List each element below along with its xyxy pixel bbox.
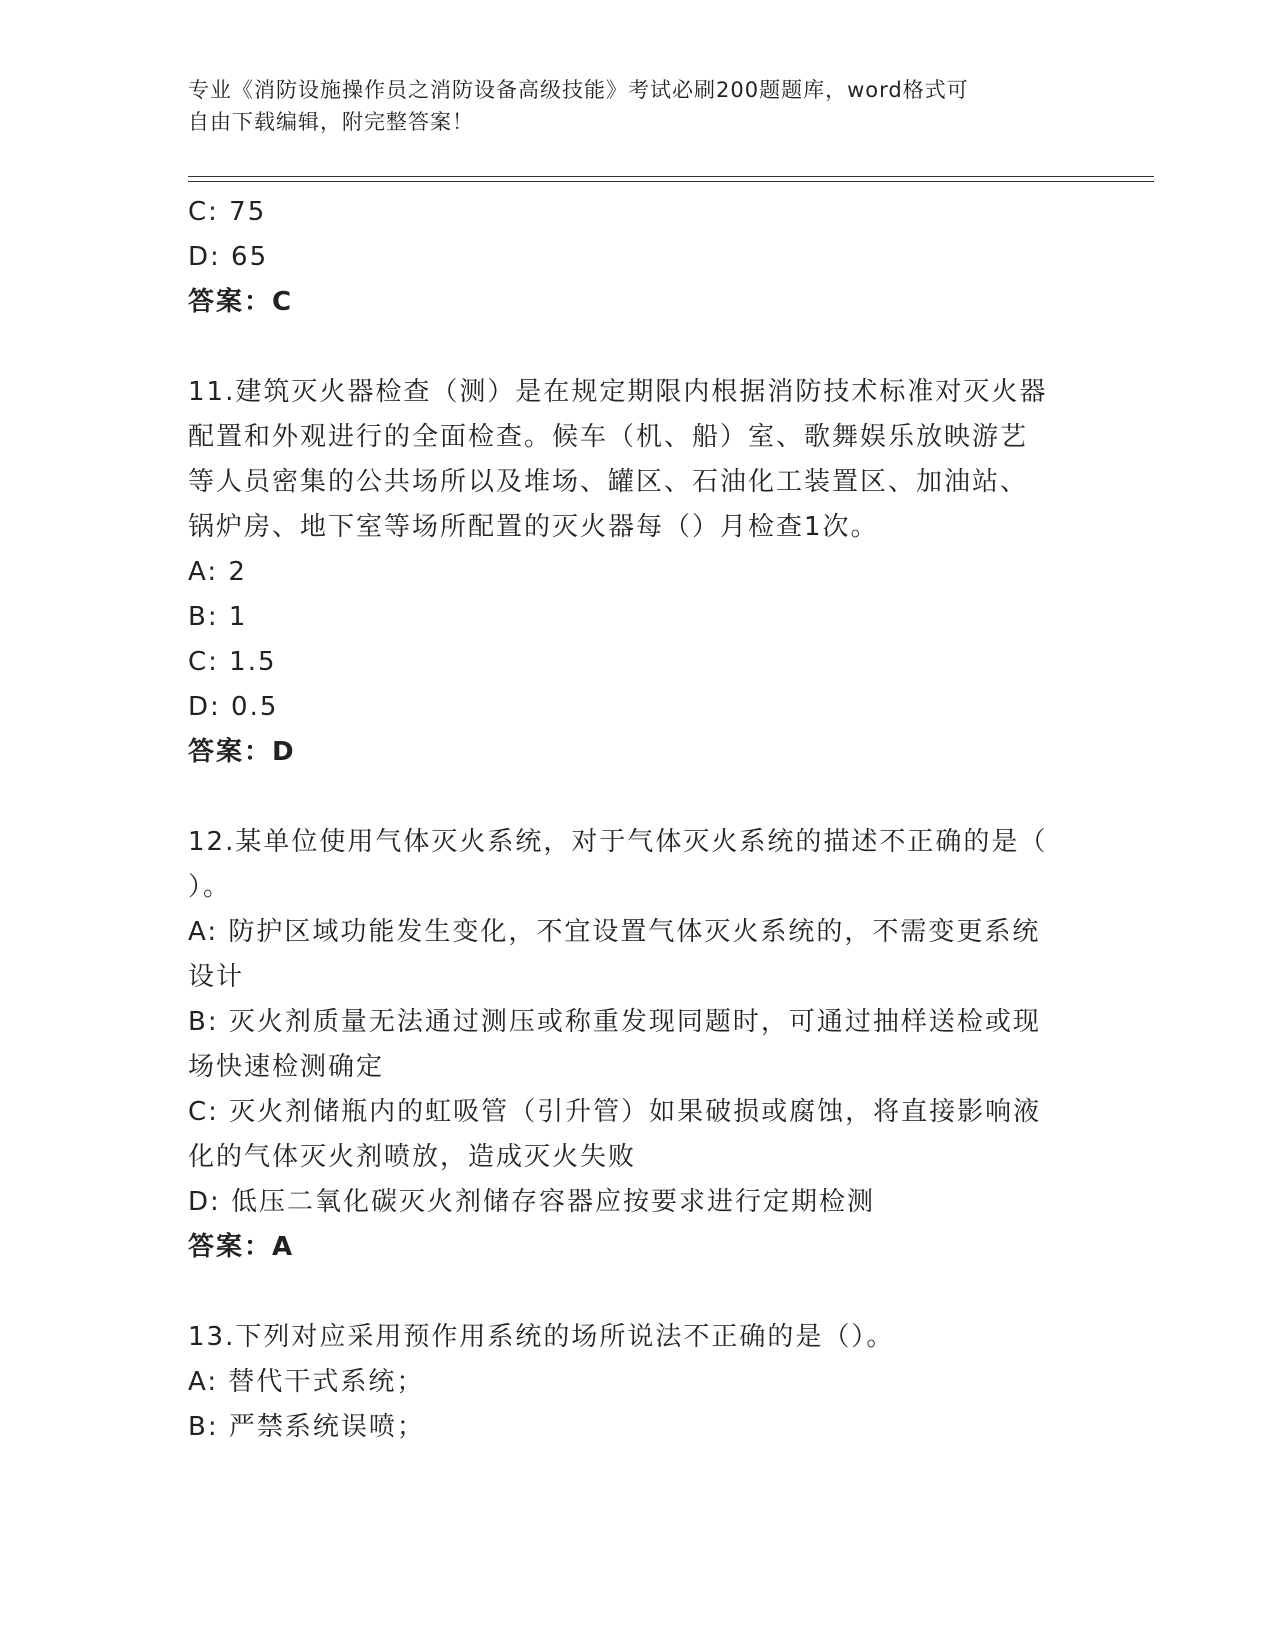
spacer [188,775,1088,820]
question-stem-line: 13.下列对应采用预作用系统的场所说法不正确的是（）。 [188,1322,895,1352]
option-c-continued: 化的气体灭火剂喷放，造成灭火失败 [188,1142,637,1172]
option-d: D: 65 [188,242,269,272]
question-stem-line: 等人员密集的公共场所以及堆场、罐区、石油化工装置区、加油站、 [188,467,1029,497]
question-stem-line: 12.某单位使用气体灭火系统，对于气体灭火系统的描述不正确的是（ [188,827,1048,857]
option-b: B: 1 [188,602,248,632]
option-a: A: 2 [188,557,247,587]
answer-line: 答案：C [188,287,294,317]
option-a: A: 防护区域功能发生变化，不宜设置气体灭火系统的，不需变更系统 [188,917,1041,947]
option-d: D: 低压二氧化碳灭火剂储存容器应按要求进行定期检测 [188,1187,876,1217]
option-b: B: 严禁系统误喷； [188,1412,425,1442]
option-d: D: 0.5 [188,692,279,722]
header-line: 自由下载编辑，附完整答案！ [188,110,474,134]
spacer [188,1270,1088,1315]
header-line: 专业《消防设施操作员之消防设备高级技能》考试必刷200题题库，word格式可 [188,78,969,102]
option-c: C: 1.5 [188,647,277,677]
document-header [188,74,1068,138]
question-stem-line: 配置和外观进行的全面检查。候车（机、船）室、歌舞娱乐放映游艺 [188,422,1029,452]
option-a: A: 替代干式系统； [188,1367,425,1397]
question-stem-line: 11.建筑灭火器检查（测）是在规定期限内根据消防技术标准对灭火器 [188,377,1048,407]
answer-line: 答案：D [188,737,296,767]
option-a-continued: 设计 [188,962,245,992]
question-block-11 [188,370,1088,775]
document-body [188,190,1088,1450]
question-stem-line: 锅炉房、地下室等场所配置的灭火器每（）月检查1次。 [188,512,879,542]
option-b: B: 灭火剂质量无法通过测压或称重发现同题时，可通过抽样送检或现 [188,1007,1041,1037]
header-divider [188,176,1154,182]
option-b-continued: 场快速检测确定 [188,1052,385,1082]
option-c: C: 75 [188,197,267,227]
question-block-12 [188,820,1088,1270]
answer-line: 答案：A [188,1232,295,1262]
question-stem-line: ）。 [188,872,232,902]
spacer [188,325,1088,370]
question-block-13 [188,1315,1088,1450]
question-block-10 [188,190,1088,325]
option-c: C: 灭火剂储瓶内的虹吸管（引升管）如果破损或腐蚀，将直接影响液 [188,1097,1042,1127]
